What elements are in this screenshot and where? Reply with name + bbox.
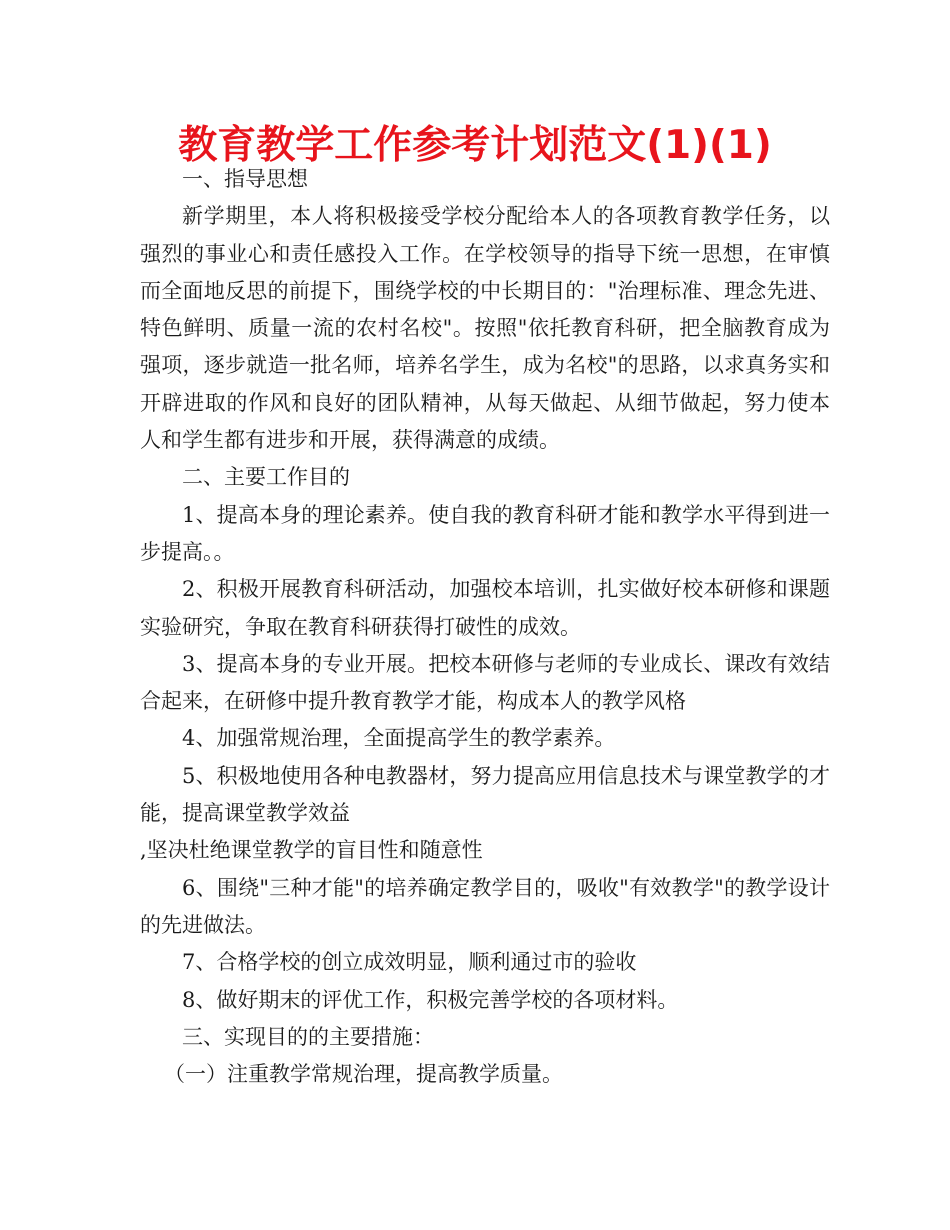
goal-item-6: 6、围绕"三种才能"的培养确定教学目的，吸收"有效教学"的教学设计的先进做法。 [140, 875, 830, 937]
goal-item-1: 1、提高本身的理论素养。使自我的教育科研才能和教学水平得到进一步提高。。 [140, 502, 830, 564]
goal-item-3: 3、提高本身的专业开展。把校本研修与老师的专业成长、课改有效结合起来，在研修中提升教育教学才能，构成本人的教学风格 [140, 651, 830, 714]
document-body [140, 161, 830, 1093]
section-heading-guiding-ideology: 一、指导思想 [182, 167, 308, 191]
paragraph-intro: 新学期里，本人将积极接受学校分配给本人的各项教育教学任务，以强烈的事业心和责任感投入工作。在学校领导的指导下统一思想，在审慎而全面地反思的前提下，围绕学校的中长期目的："治理标准、理念先进、特色鲜明、质量一流的农村名校"。按照"依托教育科研，把全脑教育成为强项，逐步就造一批名师，培养名学生，成为名校"的思路，以求真务实和开辟进取的作风和良好的团队精神，从每天做起、从细节做起，努力使本人和学生都有进步和开展，获得满意的成绩。 [140, 204, 830, 453]
goal-item-5-continued: ,坚决杜绝课堂教学的盲目性和随意性 [140, 838, 483, 863]
goal-item-2: 2、积极开展教育科研活动，加强校本培训，扎实做好校本研修和课题实验研究，争取在教育科研获得打破性的成效。 [140, 577, 830, 639]
goal-item-5: 5、积极地使用各种电教器材，努力提高应用信息技术与课堂教学的才能，提高课堂教学效益 [140, 763, 830, 826]
section-heading-main-goals: 二、主要工作目的 [182, 465, 350, 490]
section-heading-measures: 三、实现目的的主要措施： [182, 1024, 434, 1049]
document-title: 教育教学工作参考计划范文(1)(1) [178, 123, 772, 168]
measure-item-1: （一）注重教学常规治理，提高教学质量。 [164, 1062, 563, 1087]
goal-item-8: 8、做好期末的评优工作，积极完善学校的各项材料。 [182, 987, 679, 1012]
goal-item-7: 7、合格学校的创立成效明显，顺利通过市的验收 [182, 950, 637, 975]
goal-item-4: 4、加强常规治理，全面提高学生的教学素养。 [182, 726, 616, 751]
